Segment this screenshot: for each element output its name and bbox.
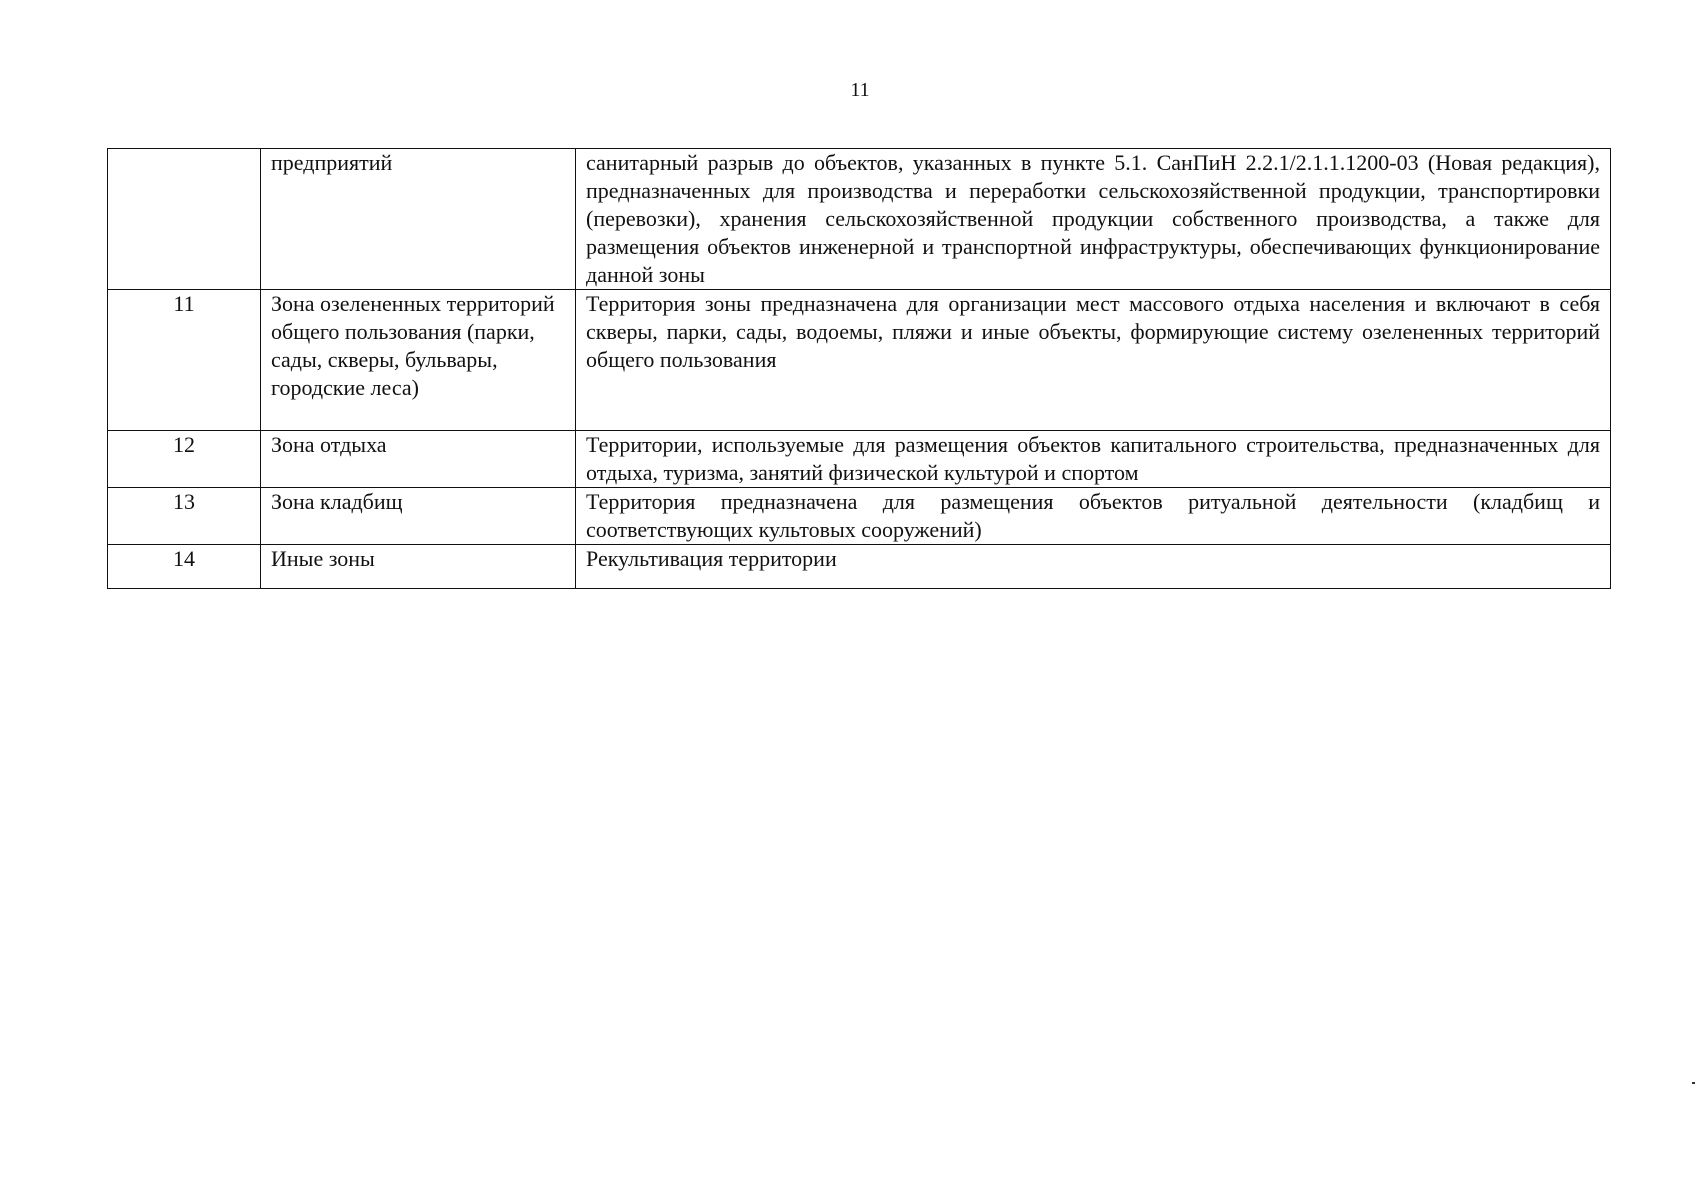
zone-name-cell: Зона озелененных территорий общего пользования (парки, сады, скверы, бульвары, городские леса) xyxy=(261,290,576,431)
zone-description-cell: Рекультивация территории xyxy=(576,545,1611,589)
zone-name-cell: Иные зоны xyxy=(261,545,576,589)
table-row xyxy=(108,431,1611,488)
zone-description-cell: Территории, используемые для размещения объектов капитального строительства, предназначенных для отдыха, туризма, занятий физической культурой и спортом xyxy=(576,431,1611,488)
zone-name-cell: Зона кладбищ xyxy=(261,488,576,545)
row-number-cell: 11 xyxy=(108,290,261,431)
zone-name-cell: Зона отдыха xyxy=(261,431,576,488)
row-number-cell: 13 xyxy=(108,488,261,545)
table-row xyxy=(108,290,1611,431)
table-row xyxy=(108,545,1611,589)
row-number-cell: 14 xyxy=(108,545,261,589)
zone-description-cell: Территория зоны предназначена для организации мест массового отдыха населения и включают в себя скверы, парки, сады, водоемы, пляжи и иные объекты, формирующие систему озелененных территорий общего пользования xyxy=(576,290,1611,431)
row-number-cell xyxy=(108,149,261,290)
zone-name-cell: предприятий xyxy=(261,149,576,290)
zones-table xyxy=(107,148,1611,589)
scan-edge-mark xyxy=(1692,1082,1695,1084)
zone-description-cell: Территория предназначена для размещения объектов ритуальной деятельности (кладбищ и соответствующих культовых сооружений) xyxy=(576,488,1611,545)
page-number: 11 xyxy=(850,79,870,101)
zone-description-cell: санитарный разрыв до объектов, указанных в пункте 5.1. СанПиН 2.2.1/2.1.1.1200-03 (Новая редакция), предназначенных для производства и переработки сельскохозяйственной продукции, транспортировки (перевозки), хранения сельскохозяйственной продукции собственного производства, а также для размещения объектов инженерной и транспортной инфраструктуры, обеспечивающих функционирование данной зоны xyxy=(576,149,1611,290)
row-number-cell: 12 xyxy=(108,431,261,488)
table-row xyxy=(108,149,1611,290)
table-row xyxy=(108,488,1611,545)
